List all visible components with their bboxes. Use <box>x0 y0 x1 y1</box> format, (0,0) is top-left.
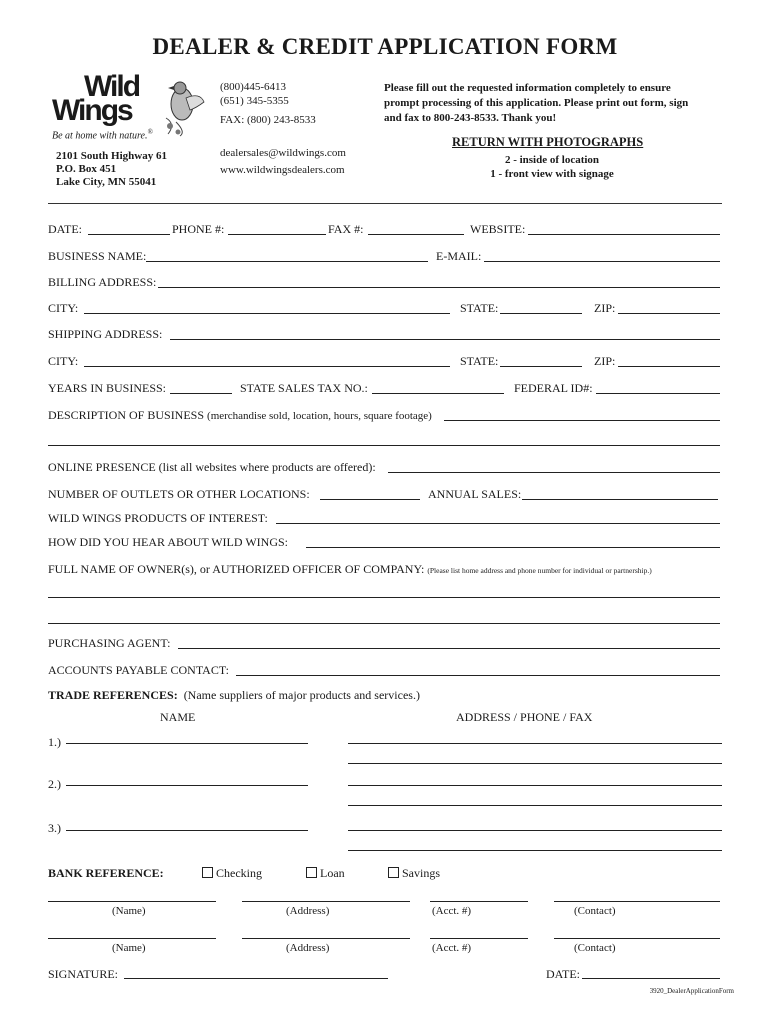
state-sales-tax-field[interactable] <box>372 393 504 394</box>
loan-checkbox[interactable] <box>306 867 317 878</box>
description-label: DESCRIPTION OF BUSINESS (merchandise sold, location, hours, square footage) <box>48 408 432 422</box>
bank-2-acct-field[interactable] <box>430 938 528 939</box>
bank-1-name-caption: (Name) <box>112 905 146 917</box>
contact-phone-2: (651) 345-5355 <box>220 95 289 107</box>
bank-reference-title: BANK REFERENCE: <box>48 866 164 880</box>
hear-about-label: HOW DID YOU HEAR ABOUT WILD WINGS: <box>48 535 288 549</box>
date-label: DATE: <box>48 222 82 236</box>
bird-icon <box>156 74 206 138</box>
shipping-zip-label: ZIP: <box>594 354 616 368</box>
state-sales-tax-label: STATE SALES TAX NO.: <box>240 381 368 395</box>
billing-address-field[interactable] <box>158 287 720 288</box>
contact-phone-1: (800)445-6413 <box>220 81 286 93</box>
federal-id-field[interactable] <box>596 393 720 394</box>
products-of-interest-field[interactable] <box>276 523 720 524</box>
savings-option[interactable]: Savings <box>388 866 440 880</box>
bank-1-acct-caption: (Acct. #) <box>432 905 472 917</box>
return-item-1: 2 - inside of location <box>504 154 600 166</box>
shipping-city-label: CITY: <box>48 354 79 368</box>
trade-ref-3-phone-field[interactable] <box>348 850 722 851</box>
fax-label: FAX #: <box>328 222 364 236</box>
billing-address-label: BILLING ADDRESS: <box>48 275 157 289</box>
company-address-line3: Lake City, MN 55041 <box>56 176 157 188</box>
billing-city-label: CITY: <box>48 301 79 315</box>
owner-name-label: FULL NAME OF OWNER(s), or AUTHORIZED OFFICER OF COMPANY: (Please list home address and phone number for individual or partnership.) <box>48 562 652 576</box>
form-code: 3920_DealerApplicationForm <box>649 987 734 995</box>
instructions-line-1: Please fill out the requested information completely to ensure <box>384 82 671 94</box>
business-name-field[interactable] <box>146 261 428 262</box>
website-field[interactable] <box>528 234 720 235</box>
trade-ref-1-phone-field[interactable] <box>348 763 722 764</box>
website-label: WEBSITE: <box>470 222 526 236</box>
logo-wild-text: Wild <box>84 70 140 103</box>
trade-ref-1-address-field[interactable] <box>348 743 722 744</box>
signature-label: SIGNATURE: <box>48 967 119 981</box>
trade-address-column-header: ADDRESS / PHONE / FAX <box>456 710 593 724</box>
purchasing-agent-field[interactable] <box>178 648 720 649</box>
bank-2-acct-caption: (Acct. #) <box>432 942 472 954</box>
return-with-photos-title: RETURN WITH PHOTOGRAPHS <box>452 135 644 149</box>
shipping-city-field[interactable] <box>84 366 450 367</box>
checking-option[interactable]: Checking <box>202 866 262 880</box>
shipping-state-field[interactable] <box>500 366 582 367</box>
instructions-line-3: and fax to 800-243-8533. Thank you! <box>384 112 557 124</box>
online-presence-field[interactable] <box>388 472 720 473</box>
instructions-line-2: prompt processing of this application. Please print out form, sign <box>384 97 689 109</box>
phone-label: PHONE #: <box>172 222 225 236</box>
business-name-label: BUSINESS NAME: <box>48 249 147 263</box>
bank-2-name-field[interactable] <box>48 938 216 939</box>
trade-ref-1-number: 1.) <box>48 735 61 749</box>
fax-field[interactable] <box>368 234 464 235</box>
billing-zip-label: ZIP: <box>594 301 616 315</box>
hear-about-field[interactable] <box>306 547 720 548</box>
header-divider <box>48 203 722 204</box>
bank-1-address-field[interactable] <box>242 901 410 902</box>
bank-1-name-field[interactable] <box>48 901 216 902</box>
return-item-2: 1 - front view with signage <box>490 168 614 180</box>
loan-option[interactable]: Loan <box>306 866 345 880</box>
company-address-line1: 2101 South Highway 61 <box>56 150 167 162</box>
trade-ref-3-name-field[interactable] <box>66 830 308 831</box>
description-field-line-2[interactable] <box>48 445 720 446</box>
checking-checkbox[interactable] <box>202 867 213 878</box>
phone-field[interactable] <box>228 234 326 235</box>
savings-checkbox[interactable] <box>388 867 399 878</box>
trade-ref-2-phone-field[interactable] <box>348 805 722 806</box>
bank-2-address-caption: (Address) <box>286 942 330 954</box>
billing-zip-field[interactable] <box>618 313 720 314</box>
signature-date-label: DATE: <box>546 967 580 981</box>
contact-website: www.wildwingsdealers.com <box>220 164 345 176</box>
shipping-state-label: STATE: <box>460 354 499 368</box>
products-of-interest-label: WILD WINGS PRODUCTS OF INTEREST: <box>48 511 268 525</box>
email-field[interactable] <box>484 261 720 262</box>
contact-email: dealersales@wildwings.com <box>220 147 346 159</box>
trade-ref-1-name-field[interactable] <box>66 743 308 744</box>
owner-name-field-line-2[interactable] <box>48 623 720 624</box>
signature-field[interactable] <box>124 978 388 979</box>
number-of-outlets-field[interactable] <box>320 499 420 500</box>
accounts-payable-field[interactable] <box>236 675 720 676</box>
billing-state-field[interactable] <box>500 313 582 314</box>
form-title: DEALER & CREDIT APPLICATION FORM <box>152 34 618 59</box>
annual-sales-label: ANNUAL SALES: <box>428 487 522 501</box>
billing-state-label: STATE: <box>460 301 499 315</box>
trade-ref-3-number: 3.) <box>48 821 61 835</box>
years-in-business-label: YEARS IN BUSINESS: <box>48 381 167 395</box>
annual-sales-field[interactable] <box>522 499 718 500</box>
logo-tagline: Be at home with nature.® <box>52 128 153 142</box>
signature-date-field[interactable] <box>582 978 720 979</box>
description-field[interactable] <box>444 420 720 421</box>
company-address-line2: P.O. Box 451 <box>56 163 117 175</box>
bank-1-acct-field[interactable] <box>430 901 528 902</box>
billing-city-field[interactable] <box>84 313 450 314</box>
bank-2-address-field[interactable] <box>242 938 410 939</box>
bank-2-contact-field[interactable] <box>554 938 720 939</box>
bank-1-address-caption: (Address) <box>286 905 330 917</box>
shipping-zip-field[interactable] <box>618 366 720 367</box>
owner-name-field-line-1[interactable] <box>48 597 720 598</box>
bank-1-contact-caption: (Contact) <box>574 905 616 917</box>
trade-ref-2-number: 2.) <box>48 777 61 791</box>
trade-references-title: TRADE REFERENCES: (Name suppliers of major products and services.) <box>48 688 420 702</box>
years-in-business-field[interactable] <box>170 393 232 394</box>
date-field[interactable] <box>88 234 170 235</box>
purchasing-agent-label: PURCHASING AGENT: <box>48 636 171 650</box>
trade-ref-3-address-field[interactable] <box>348 830 722 831</box>
accounts-payable-label: ACCOUNTS PAYABLE CONTACT: <box>48 663 229 677</box>
number-of-outlets-label: NUMBER OF OUTLETS OR OTHER LOCATIONS: <box>48 487 310 501</box>
email-label: E-MAIL: <box>436 249 482 263</box>
bank-2-name-caption: (Name) <box>112 942 146 954</box>
bank-2-contact-caption: (Contact) <box>574 942 616 954</box>
logo-wings-text: Wings <box>52 94 132 127</box>
trade-ref-2-address-field[interactable] <box>348 785 722 786</box>
contact-fax: FAX: (800) 243-8533 <box>220 114 316 126</box>
federal-id-label: FEDERAL ID#: <box>514 381 593 395</box>
trade-ref-2-name-field[interactable] <box>66 785 308 786</box>
online-presence-label: ONLINE PRESENCE (list all websites where products are offered): <box>48 460 376 474</box>
bank-1-contact-field[interactable] <box>554 901 720 902</box>
shipping-address-field[interactable] <box>170 339 720 340</box>
wild-wings-logo <box>48 72 208 142</box>
shipping-address-label: SHIPPING ADDRESS: <box>48 327 163 341</box>
trade-name-column-header: NAME <box>160 710 196 724</box>
